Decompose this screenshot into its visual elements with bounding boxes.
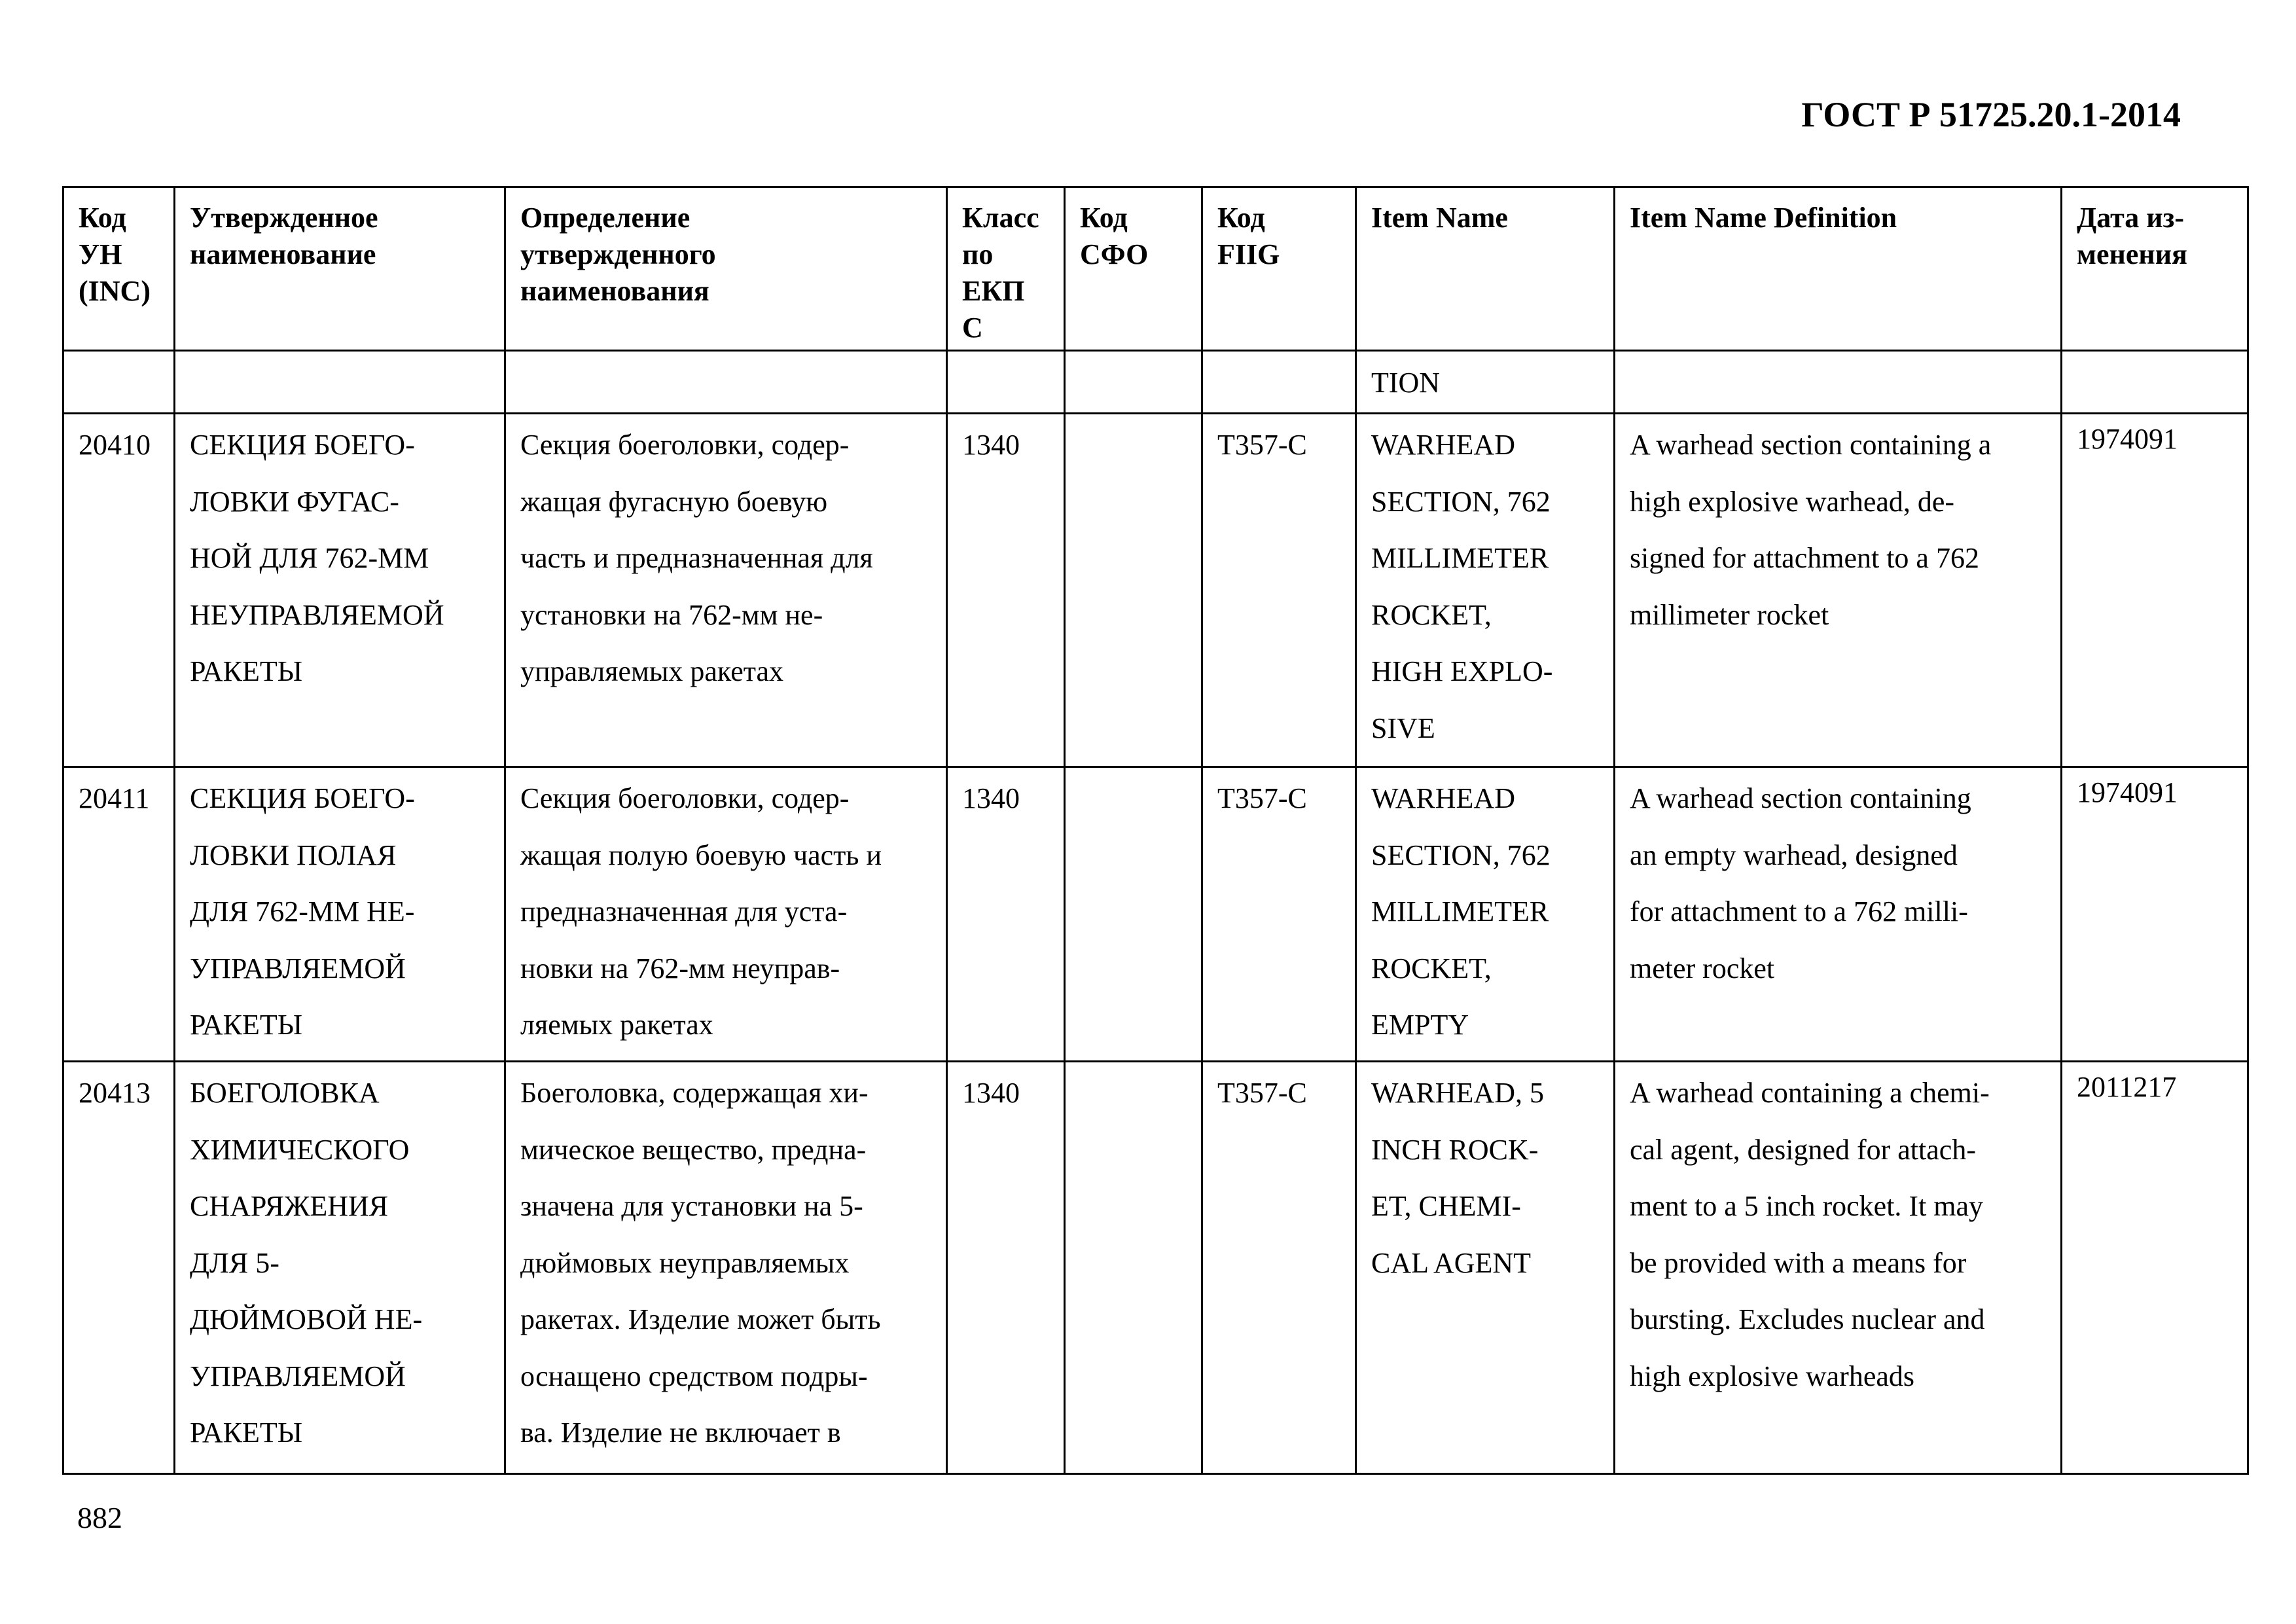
cell-class: 1340	[947, 414, 1065, 767]
header-item-name-definition: Item Name Definition	[1615, 187, 2062, 351]
cell-approved-name: СЕКЦИЯ БОЕГО- ЛОВКИ ФУГАС- НОЙ ДЛЯ 762-ММ НЕУПРАВЛЯЕМОЙ РАКЕТЫ	[175, 414, 505, 767]
header-fiig-code: Код FIIG	[1202, 187, 1356, 351]
cell-item-definition: A warhead section containing a high explosive warhead, de- signed for attachment to a 762 millimeter rocket	[1615, 414, 2062, 767]
cell-definition: Секция боеголовки, содер- жащая фугасную боевую часть и предназначенная для установки на 762-мм не- управляемых ракетах	[505, 414, 947, 767]
cell-class: 1340	[947, 767, 1065, 1062]
header-name-definition: Определение утвержденного наименования	[505, 187, 947, 351]
cell-approved-name: СЕКЦИЯ БОЕГО- ЛОВКИ ПОЛАЯ ДЛЯ 762-ММ НЕ- УПРАВЛЯЕМОЙ РАКЕТЫ	[175, 767, 505, 1062]
table-row-continuation	[63, 351, 2248, 414]
cell-date: 2011217	[2062, 1062, 2248, 1474]
cell-fiig: T357-C	[1202, 1062, 1356, 1474]
table-row	[63, 767, 2248, 1062]
cell-item-name: WARHEAD SECTION, 762 MILLIMETER ROCKET, EMPTY	[1356, 767, 1615, 1062]
header-approved-name: Утвержденное наименование	[175, 187, 505, 351]
table-row	[63, 1062, 2248, 1474]
cell-item-definition: A warhead containing a chemi- cal agent, designed for attach- ment to a 5 inch rocket. It may be provided with a means for bursting. Excludes nuclear and high explosive warheads	[1615, 1062, 2062, 1474]
cell-item-definition	[1615, 351, 2062, 414]
document-standard-number: ГОСТ Р 51725.20.1-2014	[1801, 95, 2181, 134]
header-item-name: Item Name	[1356, 187, 1615, 351]
cell-definition: Секция боеголовки, содер- жащая полую боевую часть и предназначенная для уста- новки на 762-мм неуправ- ляемых ракетах	[505, 767, 947, 1062]
cell-item-name: WARHEAD SECTION, 762 MILLIMETER ROCKET, HIGH EXPLO- SIVE	[1356, 414, 1615, 767]
cell-item-definition: A warhead section containing an empty warhead, designed for attachment to a 762 milli- meter rocket	[1615, 767, 2062, 1062]
header-sfo-code: Код СФО	[1065, 187, 1202, 351]
cell-inc	[63, 351, 175, 414]
cell-approved-name	[175, 351, 505, 414]
cell-inc: 20411	[63, 767, 175, 1062]
cell-item-name: WARHEAD, 5 INCH ROCK- ET, CHEMI- CAL AGENT	[1356, 1062, 1615, 1474]
cell-definition: Боеголовка, содержащая хи- мическое вещество, предна- значена для установки на 5- дюймовых неуправляемых ракетах. Изделие может быть оснащено средством подры- ва. Изделие не включает в	[505, 1062, 947, 1474]
header-change-date: Дата из- менения	[2062, 187, 2248, 351]
cell-item-name: TION	[1356, 351, 1615, 414]
table-row	[63, 414, 2248, 767]
cell-fiig	[1202, 351, 1356, 414]
cell-sfo	[1065, 767, 1202, 1062]
cell-sfo	[1065, 1062, 1202, 1474]
cell-inc: 20410	[63, 414, 175, 767]
cell-class	[947, 351, 1065, 414]
cell-definition	[505, 351, 947, 414]
cell-sfo	[1065, 414, 1202, 767]
nomenclature-table-container	[62, 186, 2247, 1475]
cell-approved-name: БОЕГОЛОВКА ХИМИЧЕСКОГО СНАРЯЖЕНИЯ ДЛЯ 5- ДЮЙМОВОЙ НЕ- УПРАВЛЯЕМОЙ РАКЕТЫ	[175, 1062, 505, 1474]
page-number: 882	[77, 1501, 122, 1534]
cell-date	[2062, 351, 2248, 414]
cell-class: 1340	[947, 1062, 1065, 1474]
cell-fiig: T357-C	[1202, 414, 1356, 767]
header-inc-code: Код УН (INC)	[63, 187, 175, 351]
cell-date: 1974091	[2062, 414, 2248, 767]
table-header-row	[63, 187, 2248, 351]
cell-sfo	[1065, 351, 1202, 414]
cell-fiig: T357-C	[1202, 767, 1356, 1062]
cell-inc: 20413	[63, 1062, 175, 1474]
header-class: Класс по ЕКП С	[947, 187, 1065, 351]
nomenclature-table	[62, 186, 2249, 1475]
cell-date: 1974091	[2062, 767, 2248, 1062]
